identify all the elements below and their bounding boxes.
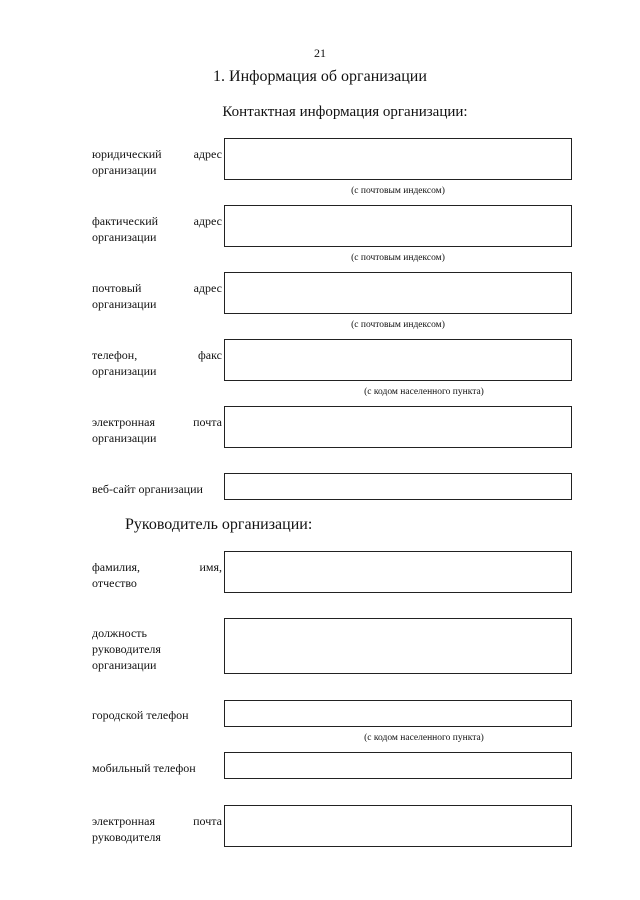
head-email-field[interactable] [224,805,572,847]
phone-fax-label: телефон, факс организации [92,348,222,378]
phone-fax-field[interactable] [224,339,572,381]
head-position-label: должность руководителя организации [92,626,161,672]
landline-phone-field[interactable] [224,700,572,727]
phone-fax-hint: (с кодом населенного пункта) [364,387,484,397]
landline-phone-hint: (с кодом населенного пункта) [364,733,484,743]
actual-address-label: фактический адрес организации [92,214,222,244]
website-field[interactable] [224,473,572,500]
head-email-label: электронная почта руководителя [92,814,222,844]
full-name-label: фамилия, имя, отчество [92,560,222,590]
website-label: веб-сайт организации [92,482,203,496]
landline-phone-label: городской телефон [92,708,189,722]
actual-address-hint: (с почтовым индексом) [351,253,445,263]
postal-address-field[interactable] [224,272,572,314]
mobile-phone-label: мобильный телефон [92,761,196,775]
legal-address-field[interactable] [224,138,572,180]
org-email-label: электронная почта организации [92,415,222,445]
head-section-title: Руководитель организации: [125,516,313,533]
head-position-field[interactable] [224,618,572,674]
postal-address-label: почтовый адрес организации [92,281,222,311]
full-name-field[interactable] [224,551,572,593]
postal-address-hint: (с почтовым индексом) [351,320,445,330]
contact-section-title: Контактная информация организации: [222,104,468,120]
actual-address-field[interactable] [224,205,572,247]
org-email-field[interactable] [224,406,572,448]
legal-address-hint: (с почтовым индексом) [351,186,445,196]
page-number: 21 [314,46,326,60]
mobile-phone-field[interactable] [224,752,572,779]
legal-address-label: юридический адрес организации [92,147,222,177]
section-title: 1. Информация об организации [213,68,427,85]
